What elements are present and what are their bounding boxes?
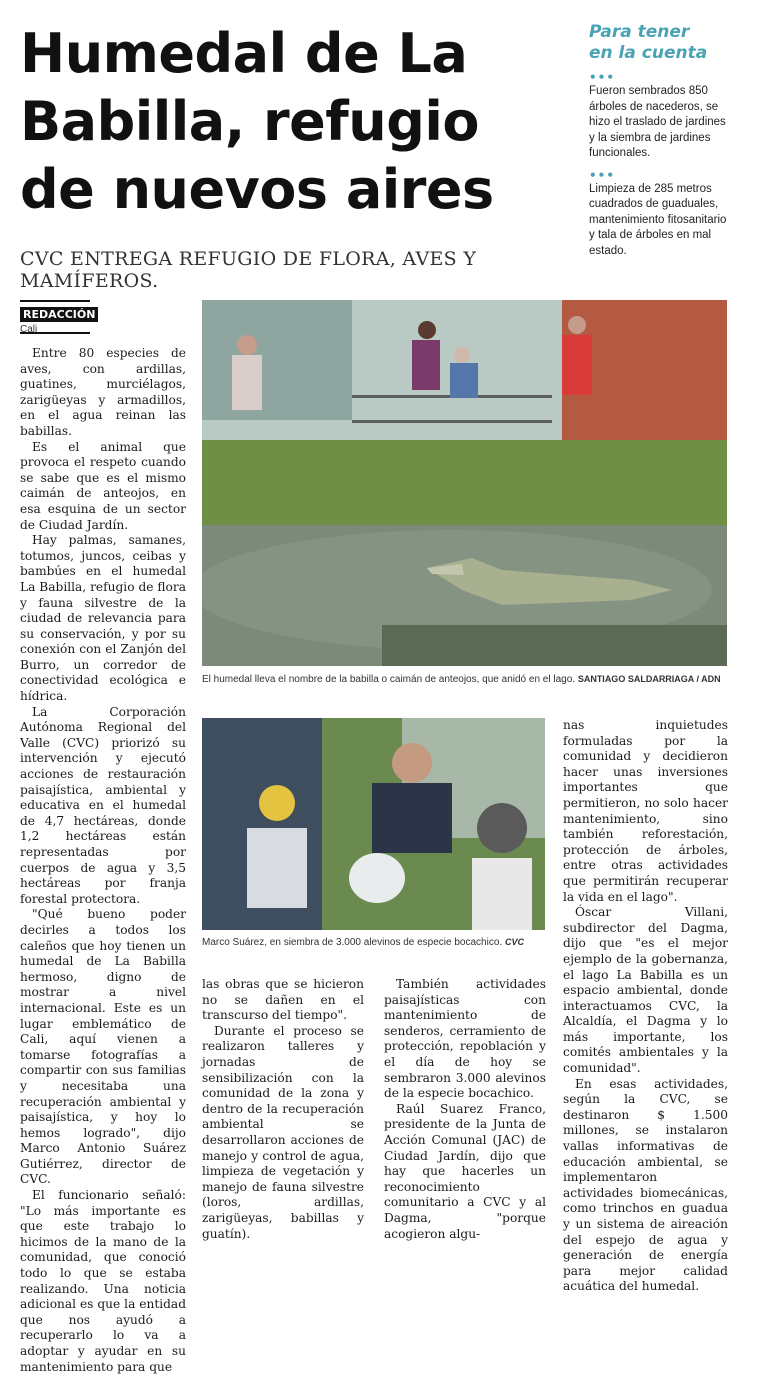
bullet-dots: ••• [589, 167, 616, 182]
paragraph: Hay palmas, samanes, totumos, juncos, ceibas y bambúes en el humedal La Babilla, refugio de flora y fauna silvestre de la ciudad de relevancia para su conservación, y por su conexión con el Zanjón del Burro, un corredor de conectividad ecológica e hídrica. [20, 533, 186, 704]
sidebar-title [589, 22, 729, 64]
article-column-3 [384, 977, 546, 1242]
paragraph: nas inquietudes formuladas por la comunidad y decidieron hacer unas inversiones importantes que permitieron, no solo hacer mantenimiento, sino también reforestación, protección de árboles, entre otras actividades que permitirán recuperar la vida en el lago". [563, 718, 728, 904]
photo2-caption-text: Marco Suárez, en siembra de 3.000 alevinos de especie bocachico. [202, 937, 503, 948]
photo-fish-release [202, 718, 545, 930]
paragraph: El funcionario señaló: "Lo más importante es que este trabajo lo hicimos de la mano de la comunidad, que conoció todo lo que se estaba realizando. Una noticia adicional es que la entidad que nos ayudó a recuperarlo lo va a adoptar y ayudar en su mantenimiento para que [20, 1188, 186, 1374]
headline-line-2: Babilla, refugio [20, 90, 479, 153]
sidebar-title-line-2: en la cuenta [589, 43, 708, 63]
sidebar-item-2: Limpieza de 285 metros cuadrados de guaduales, mantenimiento fitosanitario y tala de árboles en mal estado. [589, 182, 727, 257]
paragraph: Es el animal que provoca el respeto cuando se sabe que es el mismo caimán de anteojos, en esa esquina de un sector de Ciudad Jardín. [20, 439, 186, 532]
paragraph: Entre 80 especies de aves, con ardillas, guatines, murciélagos, zarigüeyas y armadillos, en el agua reinan las babillas. [20, 346, 186, 438]
sidebar-box [589, 22, 729, 259]
paragraph: La Corporación Autónoma Regional del Valle (CVC) priorizó su intervención y ejecutó acciones de restauración paisajística, ambiental y educativa en el humedal de 4,7 hectáreas, donde 1,2 hectáreas están representadas por cuerpos de agua y 3,5 hectáreas por franja forestal protectora. [20, 704, 186, 906]
byline-author: REDACCIÓN [20, 307, 98, 322]
byline-city: Cali [20, 324, 38, 335]
paragraph: Raúl Suarez Franco, presidente de la Junta de Acción Comunal (JAC) de Ciudad Jardín, dijo que hay que hacerles un reconocimiento comunitario a CVC y al Dagma, "porque acogieron algu- [384, 1101, 546, 1241]
paragraph: En esas actividades, según la CVC, se destinaron $ 1.500 millones, se instalaron vallas informativas de educación ambiental, se implementaron actividades biomecánicas, como trinchos en guadua y un sistema de aireación del espejo de agua y generación de energía para mejor calidad acuática del humedal. [563, 1076, 728, 1294]
photo2-caption [202, 937, 524, 948]
paragraph: Durante el proceso se realizaron talleres y jornadas de sensibilización con la comunidad de la zona y dentro de la recuperación ambiental se desarrollaron acciones de manejo y control de agua, limpieza de vegetación y manejo de fauna silvestre (loros, ardillas, zarigüeyas, babillas y guatín). [202, 1023, 364, 1241]
photo2-credit: CVC [504, 937, 524, 947]
release-photo-illustration [202, 718, 545, 930]
article-column-1 [20, 346, 186, 1375]
photo1-caption-text: El humedal lleva el nombre de la babilla o caimán de anteojos, que anidó en el lago. [202, 674, 576, 685]
article-column-2 [202, 977, 364, 1242]
paragraph: "Qué bueno poder decirles a todos los caleños que hoy tienen un humedal de La Babilla hermoso, digno de mostrar a nivel internacional. Este es un lugar emblemático de Cali, aquí vienen a tomarse fotografías a compartir con sus familias y necesitaba una recuperación ambiental y paisajística, y hoy lo hemos logrado", dijo Marco Antonio Suárez Gutiérrez, director de CVC. [20, 907, 186, 1187]
article-column-4 [563, 718, 728, 1295]
bullet-dots: ••• [589, 70, 616, 84]
sidebar-item-1: Fueron sembrados 850 árboles de nacederos, se hizo el traslado de jardines y la siembra de jardines funcionales. [589, 85, 726, 159]
sidebar-title-line-1: Para tener [589, 22, 690, 42]
subtitle: CVC ENTREGA REFUGIO DE FLORA, AVES Y MAMÍFEROS. [20, 248, 477, 292]
photo1-caption [202, 674, 721, 685]
photo-wetland-caiman [202, 300, 727, 666]
photo1-credit: SANTIAGO SALDARRIAGA / ADN [577, 674, 721, 684]
byline-box [20, 300, 96, 335]
headline-line-3: de nuevos aires [20, 158, 494, 221]
wetland-photo-illustration [202, 300, 727, 666]
headline-line-1: Humedal de La [20, 22, 468, 85]
headline [20, 20, 580, 224]
paragraph: Óscar Villani, subdirector del Dagma, dijo que "es el mejor ejemplo de la gobernanza, el lago La Babilla es un espacio ambiental, donde interactuamos CVC, la Alcaldía, el Dagma y lo más importante, los comités ambientales y la comunidad". [563, 905, 728, 1076]
paragraph: las obras que se hicieron no se dañen en el transcurso del tiempo". [202, 977, 364, 1023]
paragraph: También actividades paisajísticas con mantenimiento de senderos, cerramiento de protección, repoblación y el día de hoy se sembraron 3.000 alevinos de la especie bocachico. [384, 977, 546, 1101]
